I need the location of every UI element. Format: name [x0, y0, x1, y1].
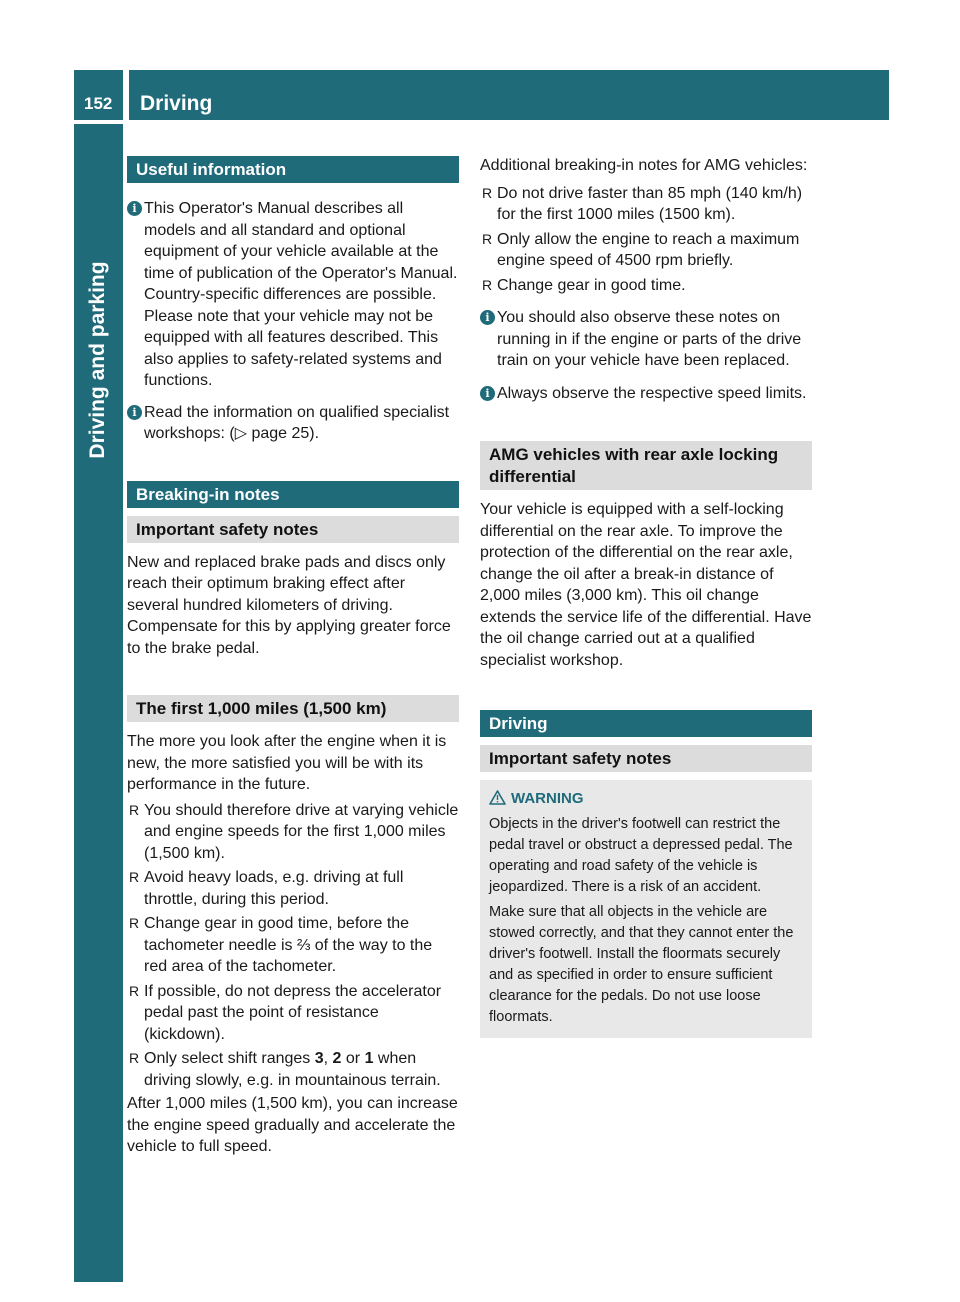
list-item-text: Change gear in good time, before the tachometer needle is ⅔ of the way to the red area of the tachometer. [144, 915, 433, 975]
title-bar [129, 70, 889, 120]
left-column [127, 156, 459, 1158]
info-note-text: This Operator's Manual describes all models and all standard and optional equipment of your vehicle available at the time of publication of the Operator's Manual. Country-specific differences are possible. Please note that your vehicle may not be equipped with all features described. This also applies to safety-related systems and functions. [144, 200, 458, 389]
page-title: Driving [140, 92, 213, 115]
amg-differential-paragraph: Your vehicle is equipped with a self-locking differential on the rear axle. To improve the protection of the differential on the rear axle, change the oil after a break-in distance of 2,000 miles (3,000 km). This oil change extends the service life of the differential. Have the oil change carried out at a qualified specialist workshop. [480, 501, 812, 669]
shift-text-suffix: when driving slowly, e.g. in mountainous terrain. [144, 1050, 441, 1089]
info-icon: i [480, 310, 495, 325]
list-item [480, 275, 812, 297]
warning-paragraph-1: Objects in the driver's footwell can restrict the pedal travel or obstruct a depressed pedal. The operating and road safety of the vehicle is jeopardized. There is a risk of an accident. [489, 816, 793, 895]
info-note [480, 307, 812, 372]
shift-text-prefix: Only select shift ranges [144, 1050, 315, 1067]
bullet-marker: R [482, 230, 493, 247]
list-item-text: Only allow the engine to reach a maximum engine speed of 4500 rpm briefly. [497, 230, 800, 269]
list-item [127, 913, 459, 978]
bullet-marker: R [129, 915, 140, 931]
bullet-marker: R [129, 982, 140, 999]
list-item-text: You should therefore drive at varying vehicle and engine speeds for the first 1,000 miles (1,500 km). [144, 801, 459, 862]
info-note-text: Read the information on qualified specialist workshops: (▷ page 25). [144, 403, 450, 442]
driving-important-safety-notes: Important safety notes [480, 745, 812, 772]
amg-intro: Additional breaking-in notes for AMG vehicles: [480, 157, 808, 174]
shift-range-3: 3 [314, 1050, 324, 1067]
bullet-marker: R [129, 801, 140, 818]
useful-information-heading: Useful information [127, 156, 459, 183]
list-item [127, 981, 459, 1046]
list-item-text: If possible, do not depress the accelerator pedal past the point of resistance (kickdown). [144, 982, 442, 1043]
important-safety-notes-subheading: Important safety notes [127, 516, 459, 543]
warning-paragraph-2: Make sure that all objects in the vehicle are stowed correctly, and that they cannot enter the driver's footwell. Install the floormats securely and as specified in order to ensure sufficient clearance for the pedals. Do not use loose floormats. [489, 904, 794, 1025]
list-item [127, 867, 459, 910]
warning-header [489, 788, 804, 810]
first-1000-outro: After 1,000 miles (1,500 km), you can increase the engine speed gradually and accelerate the vehicle to full speed. [127, 1095, 458, 1155]
warning-label: WARNING [511, 790, 584, 807]
info-note-text: Always observe the respective speed limits. [497, 384, 807, 402]
info-note [127, 198, 459, 392]
warning-triangle-icon [489, 790, 506, 805]
shift-range-1: 1 [364, 1050, 374, 1067]
info-icon: i [480, 386, 495, 401]
info-note [127, 402, 459, 445]
bullet-marker: R [482, 276, 493, 293]
shift-range-2: 2 [332, 1050, 342, 1067]
list-item-text: Change gear in good time. [497, 276, 686, 294]
shift-ranges-text [144, 1048, 459, 1091]
first-1000-intro: The more you look after the engine when it is new, the more satisfied you will be with its performance in the future. [127, 733, 447, 793]
list-item-text: Do not drive faster than 85 mph (140 km/h) for the first 1000 miles (1500 km). [497, 184, 803, 223]
info-note-text: You should also observe these notes on running in if the engine or parts of the drive train on your vehicle have been replaced. [497, 309, 802, 369]
shift-text-sep1: , [323, 1050, 333, 1067]
info-icon: i [127, 201, 142, 216]
bullet-marker: R [482, 184, 493, 201]
page-number: 152 [84, 94, 113, 113]
warning-box [480, 780, 812, 1038]
brake-pads-paragraph: New and replaced brake pads and discs only reach their optimum braking effect after several hundred kilometers of driving. Compensate for this by applying greater force to the brake pedal. [127, 553, 451, 657]
first-1000-miles-heading: The first 1,000 miles (1,500 km) [127, 695, 459, 722]
driving-heading: Driving [480, 710, 812, 737]
breaking-in-heading: Breaking-in notes [127, 481, 459, 508]
right-column [480, 155, 812, 1038]
list-item [480, 183, 812, 226]
info-icon: i [127, 405, 142, 420]
list-item [127, 800, 459, 865]
list-item-text: Avoid heavy loads, e.g. driving at full throttle, during this period. [144, 869, 404, 908]
bullet-marker: R [129, 1050, 140, 1066]
section-tab-label: Driving and parking [86, 261, 109, 459]
list-item [127, 1048, 459, 1091]
shift-text-sep2: or [341, 1050, 365, 1067]
info-note [480, 383, 812, 405]
list-item [480, 229, 812, 272]
amg-differential-heading: AMG vehicles with rear axle locking differential [480, 441, 812, 490]
bullet-marker: R [129, 869, 140, 885]
